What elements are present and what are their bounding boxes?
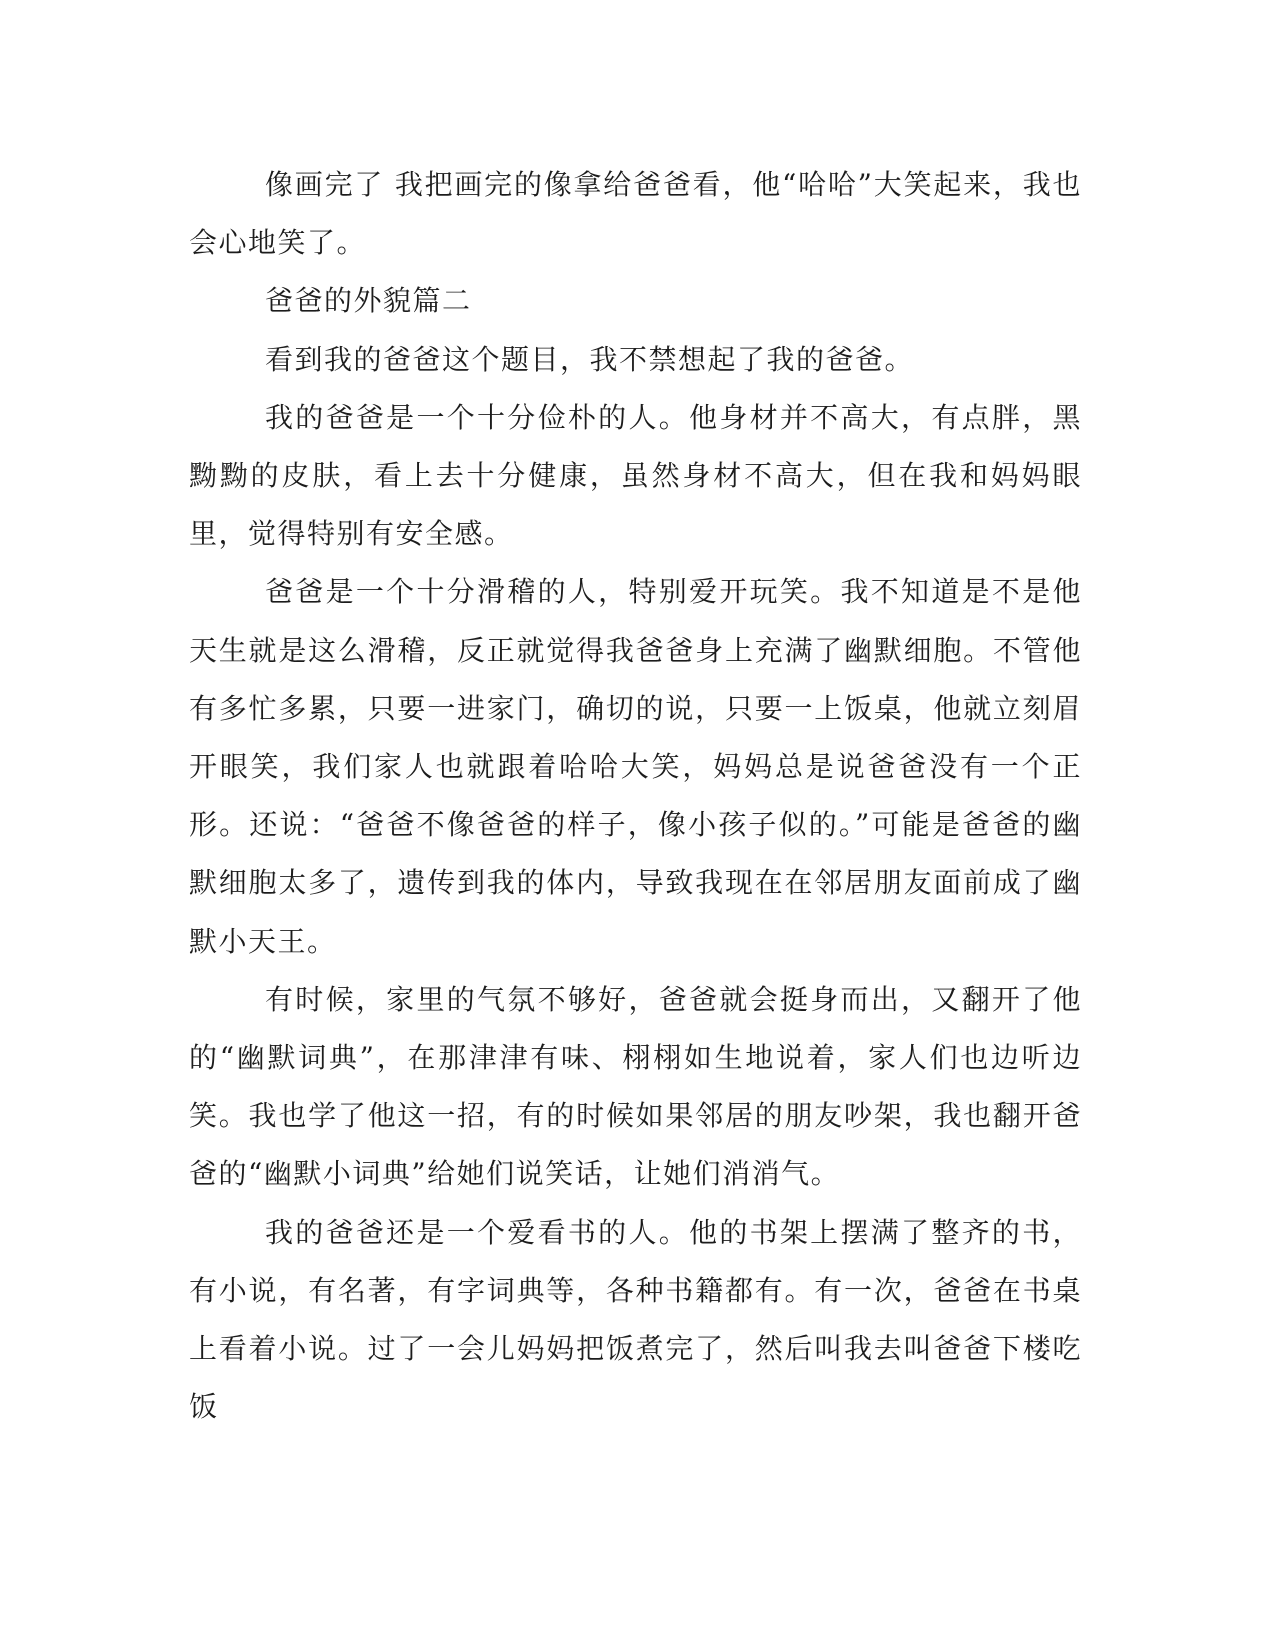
paragraph-humor-dictionary: 有时候，家里的气氛不够好，爸爸就会挺身而出，又翻开了他的“幽默词典”，在那津津有味、栩栩如生地说着，家人们也边听边笑。我也学了他这一招，有的时候如果邻居的朋友吵架，我也翻开爸爸的“幽默小词典”给她们说笑话，让她们消消气。 bbox=[189, 982, 1082, 1191]
paragraph-drawing-finished: 像画完了 我把画完的像拿给爸爸看，他“哈哈”大笑起来，我也会心地笑了。 bbox=[189, 168, 1082, 260]
paragraph-reader: 我的爸爸还是一个爱看书的人。他的书架上摆满了整齐的书，有小说，有名著，有字词典等，各种书籍都有。有一次，爸爸在书桌上看着小说。过了一会儿妈妈把饭煮完了，然后叫我去叫爸爸下楼吃饭 bbox=[189, 1215, 1082, 1424]
paragraph-topic-intro: 看到我的爸爸这个题目，我不禁想起了我的爸爸。 bbox=[265, 342, 915, 376]
paragraph-frugal: 我的爸爸是一个十分俭朴的人。他身材并不高大，有点胖，黑黝黝的皮肤，看上去十分健康，虽然身材不高大，但在我和妈妈眼里，觉得特别有安全感。 bbox=[189, 400, 1082, 551]
section-heading: 爸爸的外貌篇二 bbox=[265, 284, 472, 318]
document-body bbox=[189, 156, 1082, 1436]
paragraph-humorous: 爸爸是一个十分滑稽的人，特别爱开玩笑。我不知道是不是他天生就是这么滑稽，反正就觉得我爸爸身上充满了幽默细胞。不管他有多忙多累，只要一进家门，确切的说，只要一上饭桌，他就立刻眉开眼笑，我们家人也就跟着哈哈大笑，妈妈总是说爸爸没有一个正形。还说：“爸爸不像爸爸的样子，像小孩子似的。”可能是爸爸的幽默细胞太多了，遗传到我的体内，导致我现在在邻居朋友面前成了幽默小天王。 bbox=[189, 575, 1082, 958]
